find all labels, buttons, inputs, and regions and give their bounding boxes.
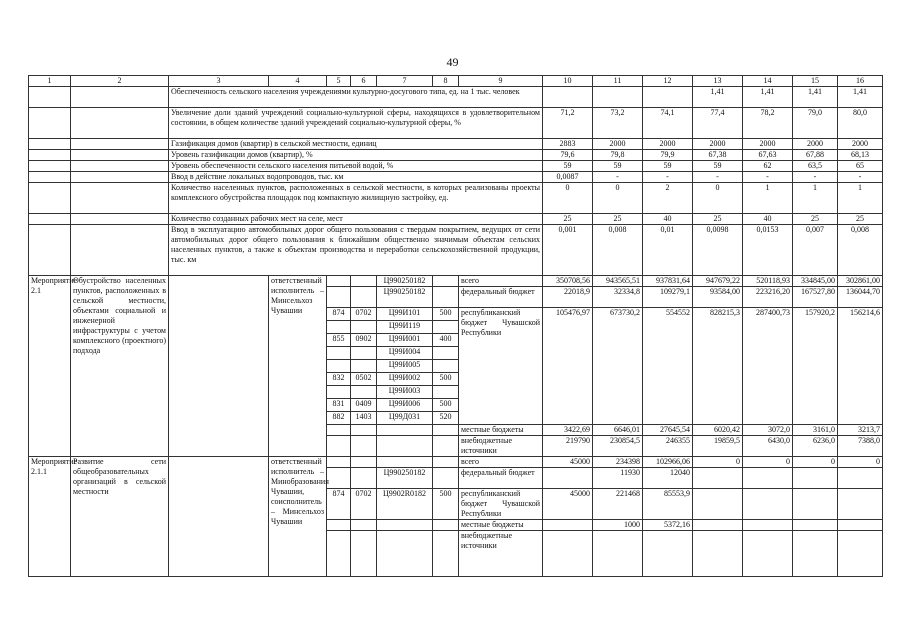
funding-value: 554552 [643,308,693,425]
indicator-value [643,87,693,108]
funding-value: 3422,69 [543,425,593,436]
code-target [377,425,433,436]
funding-value: 11930 [593,468,643,489]
indicator-value: - [693,172,743,183]
funding-value: 221468 [593,489,643,520]
funding-value [743,489,793,520]
code-grbs: 882 [327,412,351,425]
funding-source: местные бюджеты [459,520,543,531]
indicator-value: 78,2 [743,108,793,139]
funding-value: 167527,80 [793,287,838,308]
code-expense-type [433,386,459,399]
funding-value: 85553,9 [643,489,693,520]
code-expense-type [433,531,459,577]
code-expense-type [433,457,459,468]
funding-value: 350708,56 [543,276,593,287]
empty-cell [29,161,71,172]
empty-cell [71,172,169,183]
code-grbs [327,347,351,360]
code-expense-type: 500 [433,489,459,520]
funding-source: республиканский бюджет Чувашской Республики [459,489,543,520]
measure-row [29,276,883,287]
indicator-value: 59 [593,161,643,172]
empty-cell [29,108,71,139]
code-section: 0702 [351,308,377,321]
column-number: 2 [71,76,169,87]
indicator-row [29,87,883,108]
indicator-label: Уровень обеспеченности сельского населения питьевой водой, % [169,161,543,172]
funding-value: 3161,0 [793,425,838,436]
indicator-value: 80,0 [838,108,883,139]
funding-value: 334845,00 [793,276,838,287]
code-target: Ц99Д031 [377,412,433,425]
indicator-value: 67,63 [743,150,793,161]
code-target: Ц99И119 [377,321,433,334]
indicator-value: 59 [643,161,693,172]
indicator-row [29,183,883,214]
code-section [351,360,377,373]
indicator-value: 25 [838,214,883,225]
funding-value: 230854,5 [593,436,643,457]
indicator-value: 0,0098 [693,225,743,276]
code-section: 1403 [351,412,377,425]
code-target: Ц990250182 [377,287,433,308]
code-expense-type [433,321,459,334]
code-target: Ц99И004 [377,347,433,360]
code-target: Ц99И005 [377,360,433,373]
column-number: 1 [29,76,71,87]
funding-value: 32334,8 [593,287,643,308]
funding-value: 93584,00 [693,287,743,308]
code-section [351,468,377,489]
measure-number: Мероприятие 2.1 [29,276,71,457]
funding-source: федеральный бюджет [459,468,543,489]
indicator-value: 40 [743,214,793,225]
funding-value [793,520,838,531]
code-section [351,520,377,531]
funding-value: 6020,42 [693,425,743,436]
funding-value: 102966,06 [643,457,693,468]
code-expense-type [433,287,459,308]
funding-value: 234398 [593,457,643,468]
funding-value: 3213,7 [838,425,883,436]
indicator-value: 79,9 [643,150,693,161]
measure-title: Обустройство населенных пунктов, расположенных в сельской местности, объектами социальной и инженерной инфраструктуры с учетом комплексного (проектного) подхода [71,276,169,457]
code-section [351,436,377,457]
indicator-value: 0,008 [593,225,643,276]
indicator-value: 62 [743,161,793,172]
funding-value [593,531,643,577]
funding-value: 22018,9 [543,287,593,308]
indicator-row [29,108,883,139]
indicator-value: 1,41 [693,87,743,108]
indicator-value: 2000 [693,139,743,150]
funding-value: 673730,2 [593,308,643,425]
code-expense-type [433,520,459,531]
funding-value: 828215,3 [693,308,743,425]
indicator-value: 25 [593,214,643,225]
empty-cell [71,150,169,161]
empty-cell [71,225,169,276]
funding-value: 5372,16 [643,520,693,531]
code-target [377,436,433,457]
code-grbs: 874 [327,308,351,321]
code-grbs [327,436,351,457]
code-grbs [327,386,351,399]
column-number: 14 [743,76,793,87]
funding-value [543,520,593,531]
code-grbs [327,321,351,334]
indicator-value: 0 [593,183,643,214]
code-section [351,386,377,399]
funding-value: 287400,73 [743,308,793,425]
code-target: Ц99И101 [377,308,433,321]
indicator-row [29,161,883,172]
code-grbs [327,276,351,287]
funding-value [838,520,883,531]
measure-number: Мероприятие 2.1.1 [29,457,71,577]
code-expense-type [433,436,459,457]
indicator-row [29,150,883,161]
funding-value [793,468,838,489]
code-target [377,520,433,531]
code-expense-type: 500 [433,308,459,321]
funding-source: всего [459,457,543,468]
funding-value: 19859,5 [693,436,743,457]
column-number: 7 [377,76,433,87]
funding-value: 109279,1 [643,287,693,308]
header-row [29,76,883,87]
funding-value: 7388,0 [838,436,883,457]
column-number: 9 [459,76,543,87]
indicator-label: Увеличение доли зданий учреждений социально-культурной сферы, находящихся в удовлетворительном состоянии, в общем количестве зданий учреждений социально-культурной сферы, % [169,108,543,139]
column-number: 11 [593,76,643,87]
code-target: Ц99И002 [377,373,433,386]
code-grbs [327,360,351,373]
indicator-value: 0 [543,183,593,214]
indicator-value: 67,88 [793,150,838,161]
funding-source: местные бюджеты [459,425,543,436]
indicator-label: Количество населенных пунктов, расположенных в сельской местности, в которых реализованы проекты комплексного обустройства площадок под компактную жилищную застройку, ед. [169,183,543,214]
code-target: Ц990250182 [377,276,433,287]
empty-cell [29,225,71,276]
funding-value: 947679,22 [693,276,743,287]
funding-value: 223216,20 [743,287,793,308]
indicator-value: 79,6 [543,150,593,161]
indicator-label: Ввод в эксплуатацию автомобильных дорог общего пользования с твердым покрытием, ведущих от сети автомобильных дорог общего пользования к ближайшим общественно значимым объектам сельских населенных пунктов, а также к объектам производства и переработки сельскохозяйственной продукции, тыс. км [169,225,543,276]
funding-value [693,468,743,489]
funding-value [793,531,838,577]
funding-value [793,489,838,520]
code-section [351,531,377,577]
code-grbs [327,457,351,468]
funding-value: 105476,97 [543,308,593,425]
funding-value [693,520,743,531]
funding-value: 6430,0 [743,436,793,457]
funding-value: 0 [743,457,793,468]
indicator-value: 1 [743,183,793,214]
funding-value: 0 [793,457,838,468]
funding-value [693,531,743,577]
empty-cell [29,183,71,214]
code-target [377,531,433,577]
funding-source: внебюджетные источники [459,531,543,577]
code-expense-type [433,425,459,436]
column-number: 5 [327,76,351,87]
indicator-value: 2000 [593,139,643,150]
funding-value: 1000 [593,520,643,531]
funding-value: 246355 [643,436,693,457]
funding-value: 27645,54 [643,425,693,436]
indicator-value: 25 [693,214,743,225]
funding-value: 520118,93 [743,276,793,287]
indicator-value: - [793,172,838,183]
program-table [28,75,883,577]
funding-value [693,489,743,520]
empty-cell [71,161,169,172]
indicator-row [29,139,883,150]
indicator-value [593,87,643,108]
funding-value: 943565,51 [593,276,643,287]
empty-cell [71,214,169,225]
empty-cell [71,87,169,108]
indicator-row [29,225,883,276]
empty-cell [29,172,71,183]
code-expense-type [433,347,459,360]
indicator-label: Количество созданных рабочих мест на селе, мест [169,214,543,225]
indicator-value: 1,41 [838,87,883,108]
indicator-value: 73,2 [593,108,643,139]
funding-value: 45000 [543,489,593,520]
funding-value: 45000 [543,457,593,468]
funding-source: федеральный бюджет [459,287,543,308]
empty-cell [29,87,71,108]
indicator-value: 2000 [793,139,838,150]
code-target: Ц99И006 [377,399,433,412]
funding-value [743,531,793,577]
code-grbs: 831 [327,399,351,412]
code-grbs [327,520,351,531]
code-target: Ц9902R0182 [377,489,433,520]
indicator-value: 63,5 [793,161,838,172]
indicator-value: 1,41 [793,87,838,108]
funding-source: республиканский бюджет Чувашской Республики [459,308,543,425]
code-expense-type: 520 [433,412,459,425]
code-grbs [327,531,351,577]
empty-cell [71,139,169,150]
column-number: 3 [169,76,269,87]
column-number: 12 [643,76,693,87]
code-grbs [327,425,351,436]
funding-value [743,520,793,531]
code-section: 0902 [351,334,377,347]
code-section: 0502 [351,373,377,386]
indicator-value: 68,13 [838,150,883,161]
indicator-label: Обеспеченность сельского населения учреждениями культурно-досугового типа, ед. на 1 тыс. человек [169,87,543,108]
funding-value [838,468,883,489]
column-number: 16 [838,76,883,87]
funding-value [838,489,883,520]
funding-value: 0 [693,457,743,468]
code-section [351,287,377,308]
indicator-value: 25 [793,214,838,225]
code-section [351,457,377,468]
indicator-value: 0,007 [793,225,838,276]
code-section [351,276,377,287]
indicator-value: 59 [693,161,743,172]
column-number: 8 [433,76,459,87]
indicator-value: 59 [543,161,593,172]
indicator-value: 1,41 [743,87,793,108]
code-target: Ц990250182 [377,468,433,489]
funding-value [543,468,593,489]
empty-cell [71,108,169,139]
empty-cell [71,183,169,214]
funding-source: внебюджетные источники [459,436,543,457]
empty-cell [169,276,269,457]
funding-value [743,468,793,489]
funding-value [643,531,693,577]
empty-cell [29,150,71,161]
funding-source: всего [459,276,543,287]
funding-value: 12040 [643,468,693,489]
indicator-value: 25 [543,214,593,225]
column-number: 15 [793,76,838,87]
code-grbs: 832 [327,373,351,386]
code-section [351,347,377,360]
code-expense-type: 400 [433,334,459,347]
indicator-label: Уровень газификации домов (квартир), % [169,150,543,161]
indicator-value: 0,0087 [543,172,593,183]
code-expense-type: 500 [433,399,459,412]
indicator-value: 0 [693,183,743,214]
indicator-value: 0,0153 [743,225,793,276]
indicator-value: 2000 [743,139,793,150]
code-target [377,457,433,468]
code-grbs [327,468,351,489]
indicator-value: 79,8 [593,150,643,161]
indicator-value: 74,1 [643,108,693,139]
empty-cell [169,457,269,577]
indicator-label: Газификация домов (квартир) в сельской местности, единиц [169,139,543,150]
indicator-value: - [643,172,693,183]
funding-value [838,531,883,577]
column-number: 4 [269,76,327,87]
indicator-value: 71,2 [543,108,593,139]
funding-value [543,531,593,577]
code-grbs: 874 [327,489,351,520]
indicator-value: - [838,172,883,183]
indicator-value: 2000 [838,139,883,150]
code-expense-type [433,360,459,373]
indicator-value: 0,01 [643,225,693,276]
indicator-row [29,214,883,225]
column-number: 10 [543,76,593,87]
empty-cell [29,214,71,225]
indicator-value: 2000 [643,139,693,150]
indicator-label: Ввод в действие локальных водопроводов, тыс. км [169,172,543,183]
funding-value: 136044,70 [838,287,883,308]
measure-title: Развитие сети общеобразовательных организаций в сельской местности [71,457,169,577]
funding-value: 3072,0 [743,425,793,436]
code-section: 0409 [351,399,377,412]
code-grbs [327,287,351,308]
indicator-value: 77,4 [693,108,743,139]
code-grbs: 855 [327,334,351,347]
indicator-value: 79,0 [793,108,838,139]
code-section [351,321,377,334]
indicator-value: 67,38 [693,150,743,161]
column-number: 13 [693,76,743,87]
code-section: 0702 [351,489,377,520]
responsible-executor: ответственный исполнитель – Минобразования Чувашии, соисполнитель – Минсельхоз Чувашии [269,457,327,577]
funding-value: 156214,6 [838,308,883,425]
column-number: 6 [351,76,377,87]
indicator-value: 1 [793,183,838,214]
indicator-value: - [743,172,793,183]
funding-value: 6646,01 [593,425,643,436]
indicator-value: 2883 [543,139,593,150]
funding-value: 219790 [543,436,593,457]
indicator-value: 65 [838,161,883,172]
indicator-value: - [593,172,643,183]
indicator-value: 2 [643,183,693,214]
funding-value: 937831,64 [643,276,693,287]
responsible-executor: ответственный исполнитель – Минсельхоз Чувашии [269,276,327,457]
indicator-value: 40 [643,214,693,225]
indicator-value: 0,001 [543,225,593,276]
code-target: Ц99И001 [377,334,433,347]
code-expense-type [433,468,459,489]
measure-row [29,457,883,468]
code-expense-type [433,276,459,287]
code-target: Ц99И003 [377,386,433,399]
indicator-row [29,172,883,183]
indicator-value: 0,008 [838,225,883,276]
page-number: 49 [446,55,459,69]
code-expense-type: 500 [433,373,459,386]
empty-cell [29,139,71,150]
indicator-value [543,87,593,108]
funding-value: 157920,2 [793,308,838,425]
funding-value: 6236,0 [793,436,838,457]
indicator-value: 1 [838,183,883,214]
code-section [351,425,377,436]
funding-value: 302861,00 [838,276,883,287]
funding-value: 0 [838,457,883,468]
